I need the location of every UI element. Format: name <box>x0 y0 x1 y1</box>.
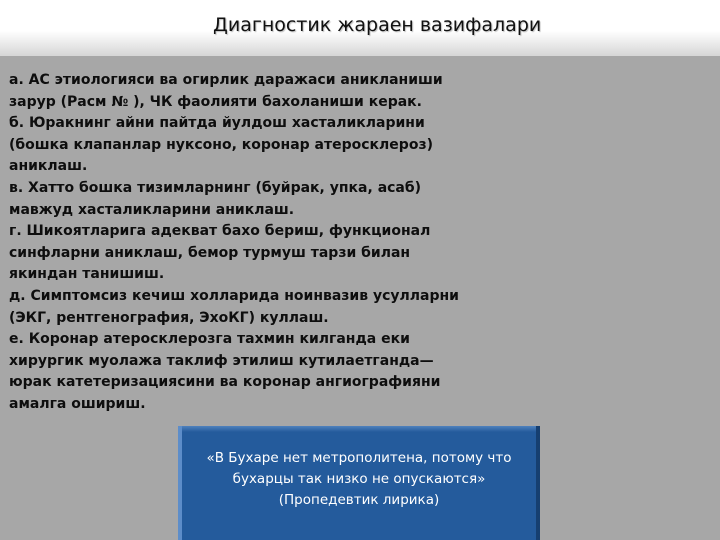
slide-body <box>9 70 479 416</box>
body-line: (бошка клапанлар нуксоно, коронар атеросклероз) <box>9 136 433 153</box>
quote-line: (Пропедевтик лирика) <box>278 492 440 508</box>
quote-line: бухарцы так низко не опускаются» <box>232 471 486 487</box>
body-line: аниклаш. <box>9 158 88 175</box>
body-line: в. Хатто бошка тизимларнинг (буйрак, упка, асаб) <box>9 179 422 196</box>
body-line: мавжуд хасталикларини аниклаш. <box>9 201 295 218</box>
quote-box <box>178 426 540 540</box>
body-line: а. АС этиологияси ва огирлик даражаси аникланиши <box>9 72 443 88</box>
body-line: б. Юракнинг айни пайтда йулдош хасталикларини <box>9 115 425 132</box>
quote-text <box>192 448 526 511</box>
body-line: амалга ошириш. <box>9 395 146 412</box>
body-line: зарур (Расм № ), ЧК фаолияти бахоланиши керак. <box>9 93 422 110</box>
body-line: якиндан танишиш. <box>9 266 165 283</box>
body-line: г. Шикоятларига адекват бахо бериш, функционал <box>9 223 431 240</box>
body-line: хирургик муолажа таклиф этилиш кутилаетганда— <box>9 352 434 369</box>
quote-line: «В Бухаре нет метрополитена, потому что <box>206 450 512 466</box>
body-line: (ЭКГ, рентгенография, ЭхоКГ) куллаш. <box>9 309 329 326</box>
body-line: юрак катетеризациясини ва коронар ангиографияни <box>9 374 441 391</box>
body-line: д. Симптомсиз кечиш холларида ноинвазив усулларни <box>9 287 459 304</box>
body-line: е. Коронар атеросклерозга тахмин килганда еки <box>9 331 410 348</box>
slide-title: Диагностик жараен вазифалари <box>213 14 542 36</box>
body-line: синфларни аниклаш, бемор турмуш тарзи билан <box>9 244 411 261</box>
